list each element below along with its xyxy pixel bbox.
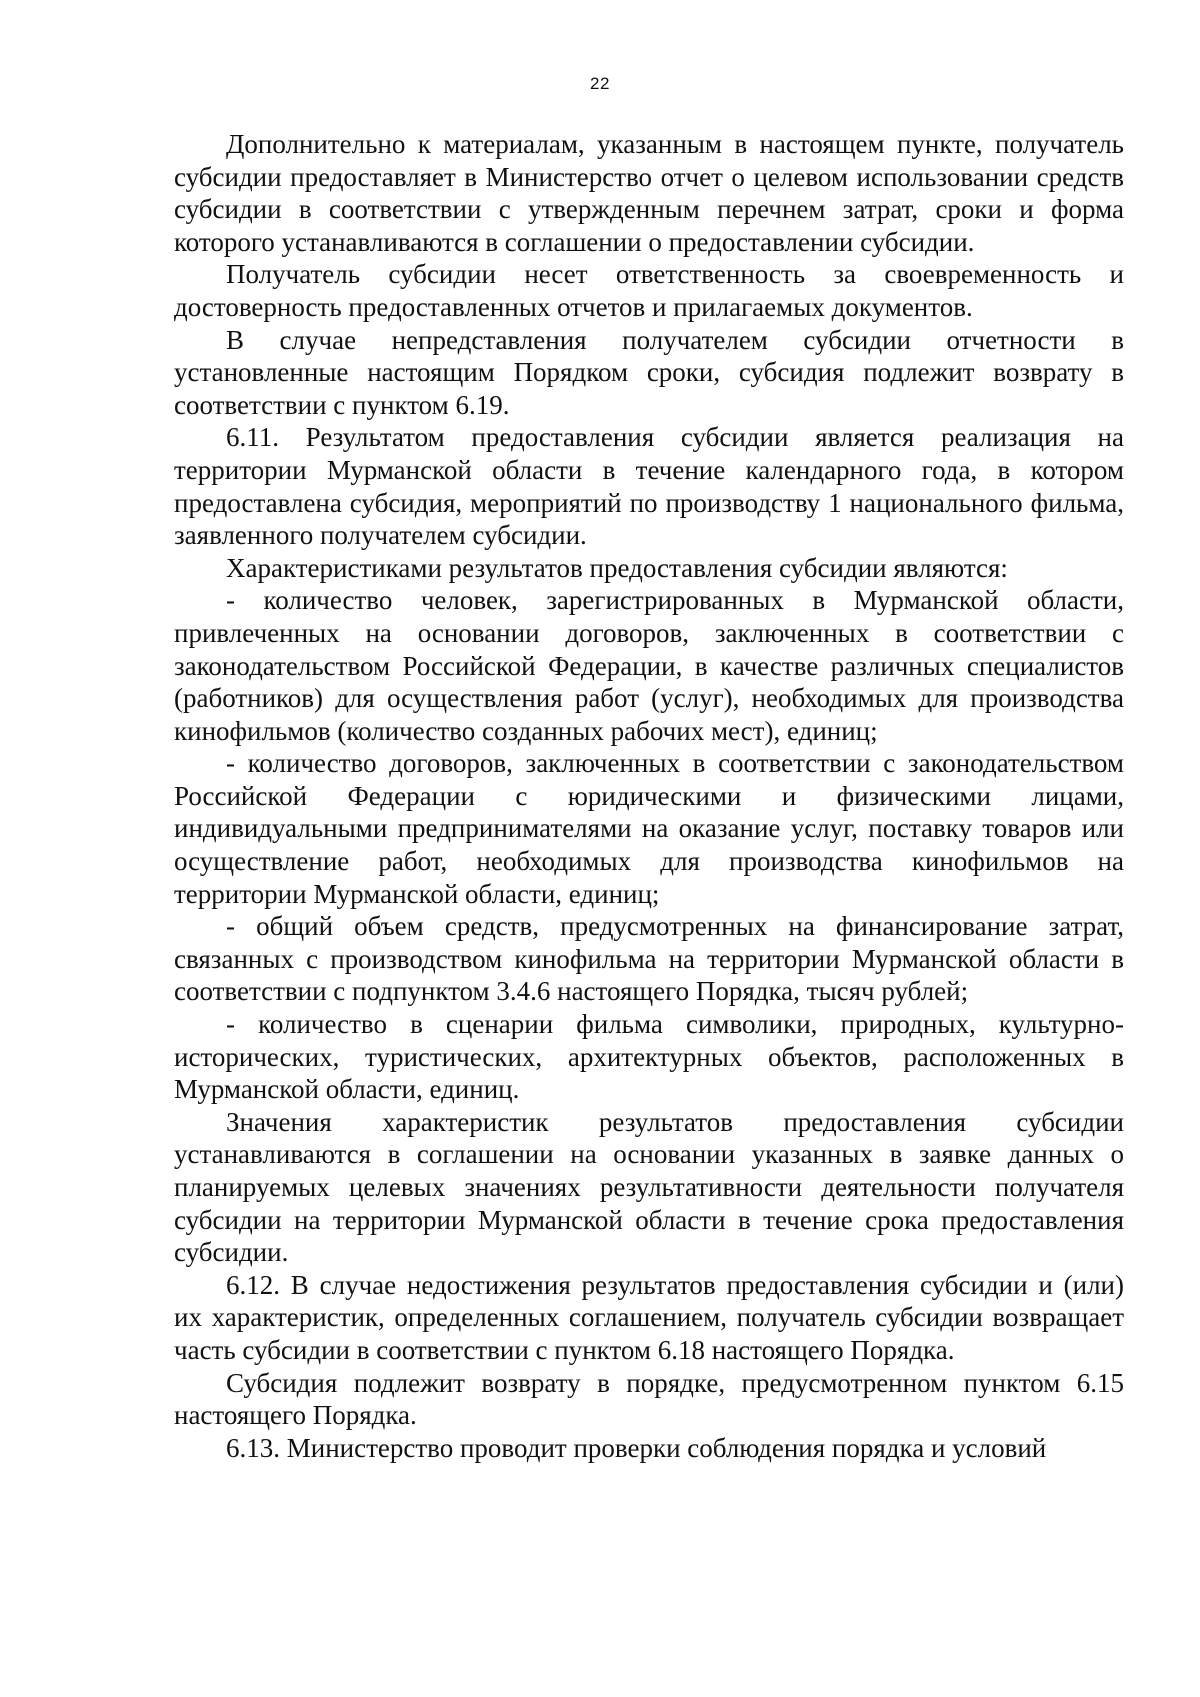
paragraph-6-11: 6.11. Результатом предоставления субсидии является реализация на территории Мурманской области в течение календарного года, в котором предоставлена субсидия, мероприятий по производству 1 национального фильма, заявленного получателем субсидии. [174,422,1124,551]
paragraph-refund: Субсидия подлежит возврату в порядке, предусмотренном пунктом 6.15 настоящего Порядка. [174,1367,1124,1431]
list-item-contracts-count: - количество договоров, заключенных в соответствии с законодательством Российской Федерации с юридическими и физическими лицами, индивидуальными предпринимателями на оказание услуг, поставку товаров или осуществление работ, необходимых для производства кинофильмов на территории Мурманской области, единиц; [174,748,1124,909]
paragraph-additional-report: Дополнительно к материалам, указанным в настоящем пункте, получатель субсидии предоставляет в Министерство отчет о целевом использовании средств субсидии в соответствии с утвержденным перечнем затрат, сроки и форма которого устанавливаются в соглашении о предоставлении субсидии. [174,129,1124,257]
paragraph-6-12: 6.12. В случае недостижения результатов предоставления субсидии и (или) их характеристик, определенных соглашением, получатель субсидии возвращает часть субсидии в соответствии с пунктом 6.18 настоящего Порядка. [174,1269,1124,1365]
list-item-symbols-count: - количество в сценарии фильма символики, природных, культурно-исторических, туристических, архитектурных объектов, расположенных в Мурманской области, единиц. [174,1009,1124,1105]
page-number: 22 [590,74,610,93]
paragraph-characteristic-values: Значения характеристик результатов предоставления субсидии устанавливаются в соглашении на основании указанных в заявке данных о планируемых целевых значениях результативности деятельности получателя субсидии на территории Мурманской области в течение срока предоставления субсидии. [174,1106,1124,1268]
paragraph-non-submission: В случае непредставления получателем субсидии отчетности в установленные настоящим Порядком сроки, субсидия подлежит возврату в соответствии с пунктом 6.19. [174,324,1124,420]
paragraph-6-13: 6.13. Министерство проводит проверки соблюдения порядка и условий [226,1432,1047,1463]
paragraph-responsibility: Получатель субсидии несет ответственность за своевременность и достоверность предоставленных отчетов и прилагаемых документов. [174,259,1124,322]
paragraph-characteristics-intro: Характеристиками результатов предоставления субсидии являются: [226,552,1008,583]
list-item-funds-volume: - общий объем средств, предусмотренных на финансирование затрат, связанных с производством кинофильма на территории Мурманской области в соответствии с подпунктом 3.4.6 настоящего Порядка, тысяч рублей; [174,911,1124,1007]
list-item-people-count: - количество человек, зарегистрированных в Мурманской области, привлеченных на основании договоров, заключенных в соответствии с законодательством Российской Федерации, в качестве различных специалистов (работников) для осуществления работ (услуг), необходимых для производства кинофильмов (количество созданных рабочих мест), единиц; [174,585,1124,746]
document-body [174,128,1124,1464]
